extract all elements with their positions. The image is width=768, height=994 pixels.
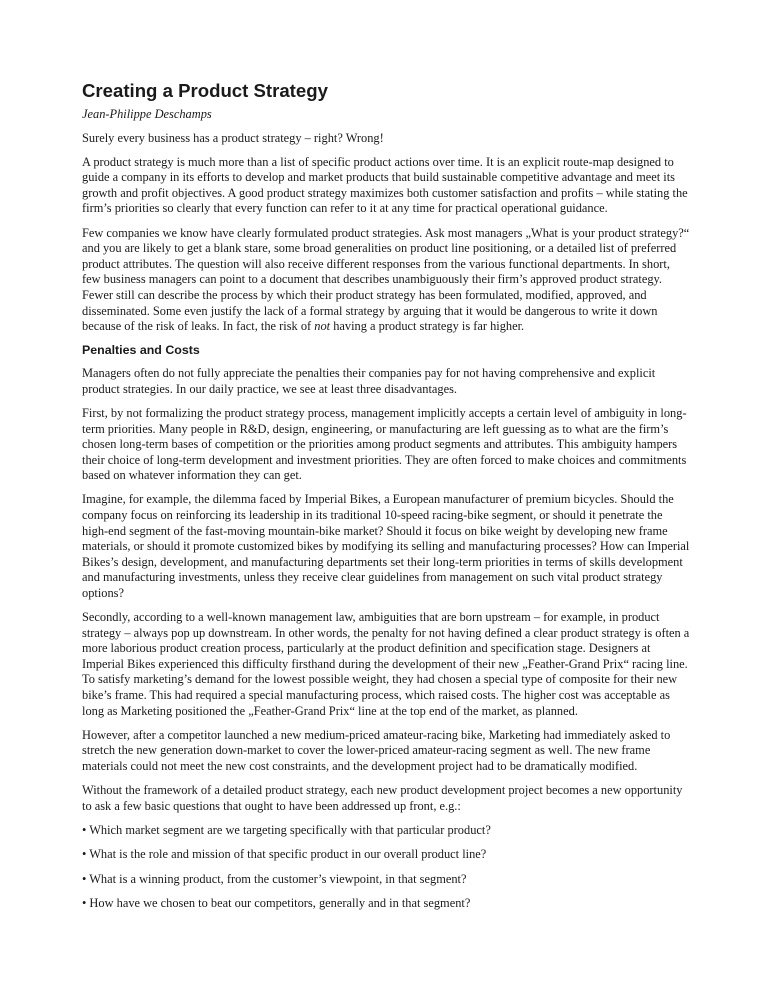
- paragraph-without-framework: Without the framework of a detailed product strategy, each new product development project becomes a new opportunity to ask a few basic questions that ought to have been addressed up front, e.g.:: [82, 782, 683, 813]
- document-page: [82, 80, 690, 921]
- document-title: Creating a Product Strategy: [82, 80, 328, 101]
- section-heading: Penalties and Costs: [82, 343, 200, 358]
- paragraph-secondly: Secondly, according to a well-known management law, ambiguities that are born upstream – for example, in product strategy – always pop up downstream. In other words, the penalty for not having defined a clear product strategy is often a more laborious product creation process, particularly at the product definition and specification stage. Designers at Imperial Bikes experienced this difficulty firsthand during the development of their new „Feather-Grand Prix“ racing line. To satisfy marketing’s demand for the lowest possible weight, they had chosen a special type of composite for their new bike’s frame. This had required a special manufacturing process, which raised costs. The higher cost was acceptable as long as Marketing positioned the „Feather-Grand Prix“ line at the top end of the market, as planned.: [82, 610, 690, 718]
- list-item: • Which market segment are we targeting specifically with that particular product?: [82, 822, 491, 837]
- paragraph-text: having a product strategy is far higher.: [330, 319, 525, 334]
- paragraph-imperial-bikes: Imagine, for example, the dilemma faced by Imperial Bikes, a European manufacturer of premium bicycles. Should the company focus on reinforcing its leadership in its traditional 10-speed racing-bike segment, or should it penetrate the high-end segment of the fast-moving mountain-bike market? Should it focus on bike weight by developing new frame materials, or should it promote customized bikes by modifying its selling and manufacturing processes? How can Imperial Bikes’s design, development, and manufacturing departments set their long-term priorities in terms of skills development and manufacturing investments, unless they receive clear guidelines from management on such vital product strategy options?: [82, 492, 690, 600]
- paragraph-however: However, after a competitor launched a new medium-priced amateur-racing bike, Marketing had immediately asked to stretch the new generation down-market to cover the lower-priced amateur-racing segment as well. The new frame materials could not meet the new cost constraints, and the development project had to be dramatically modified.: [82, 727, 671, 773]
- list-item: • What is the role and mission of that specific product in our overall product line?: [82, 847, 487, 862]
- paragraph-first: First, by not formalizing the product strategy process, management implicitly accepts a certain level of ambiguity in long-term priorities. Many people in R&D, design, engineering, or manufacturing are left guessing as to what are the firm’s chosen long-term bases of competition or the priorities among product segments and attributes. This ambiguity hampers their choice of long-term development and investment priorities. They are often forced to make choices and commitments based on whatever information they can get.: [82, 405, 687, 483]
- emphasis-not: not: [314, 319, 331, 334]
- intro-paragraph: Surely every business has a product strategy – right? Wrong!: [82, 130, 384, 145]
- list-item: • How have we chosen to beat our competitors, generally and in that segment?: [82, 896, 471, 911]
- paragraph-route-map: A product strategy is much more than a list of specific product actions over time. It is an explicit route-map designed to guide a company in its efforts to develop and market products that build sustainable competitive advantage and meet its growth and profit objectives. A good product strategy maximizes both customer satisfaction and profits – while stating the firm’s priorities so clearly that every function can refer to it at any time for practical operational guidance.: [82, 154, 688, 216]
- list-item: • What is a winning product, from the customer’s viewpoint, in that segment?: [82, 871, 467, 886]
- paragraph-text: Few companies we know have clearly formulated product strategies. Ask most managers „What is your product strategy?“ and you are likely to get a blank stare, some broad generalities on product line positioning, or a detailed list of preferred product attributes. The question will also receive different responses from the various functional departments. In short, few business managers can point to a document that describes unambiguously their firm’s approved product strategy. Fewer still can describe the process by which their product strategy has been formulated, modified, approved, and disseminated. Some even justify the lack of a formal strategy by arguing that it would be dangerous to write it down because of the risk of leaks. In fact, the risk of: [82, 225, 690, 334]
- paragraph-few-companies: [82, 226, 690, 335]
- author-name: Jean-Philippe Deschamps: [82, 107, 212, 121]
- paragraph-penalties: Managers often do not fully appreciate the penalties their companies pay for not having comprehensive and explicit product strategies. In our daily practice, we see at least three disadvantages.: [82, 366, 656, 396]
